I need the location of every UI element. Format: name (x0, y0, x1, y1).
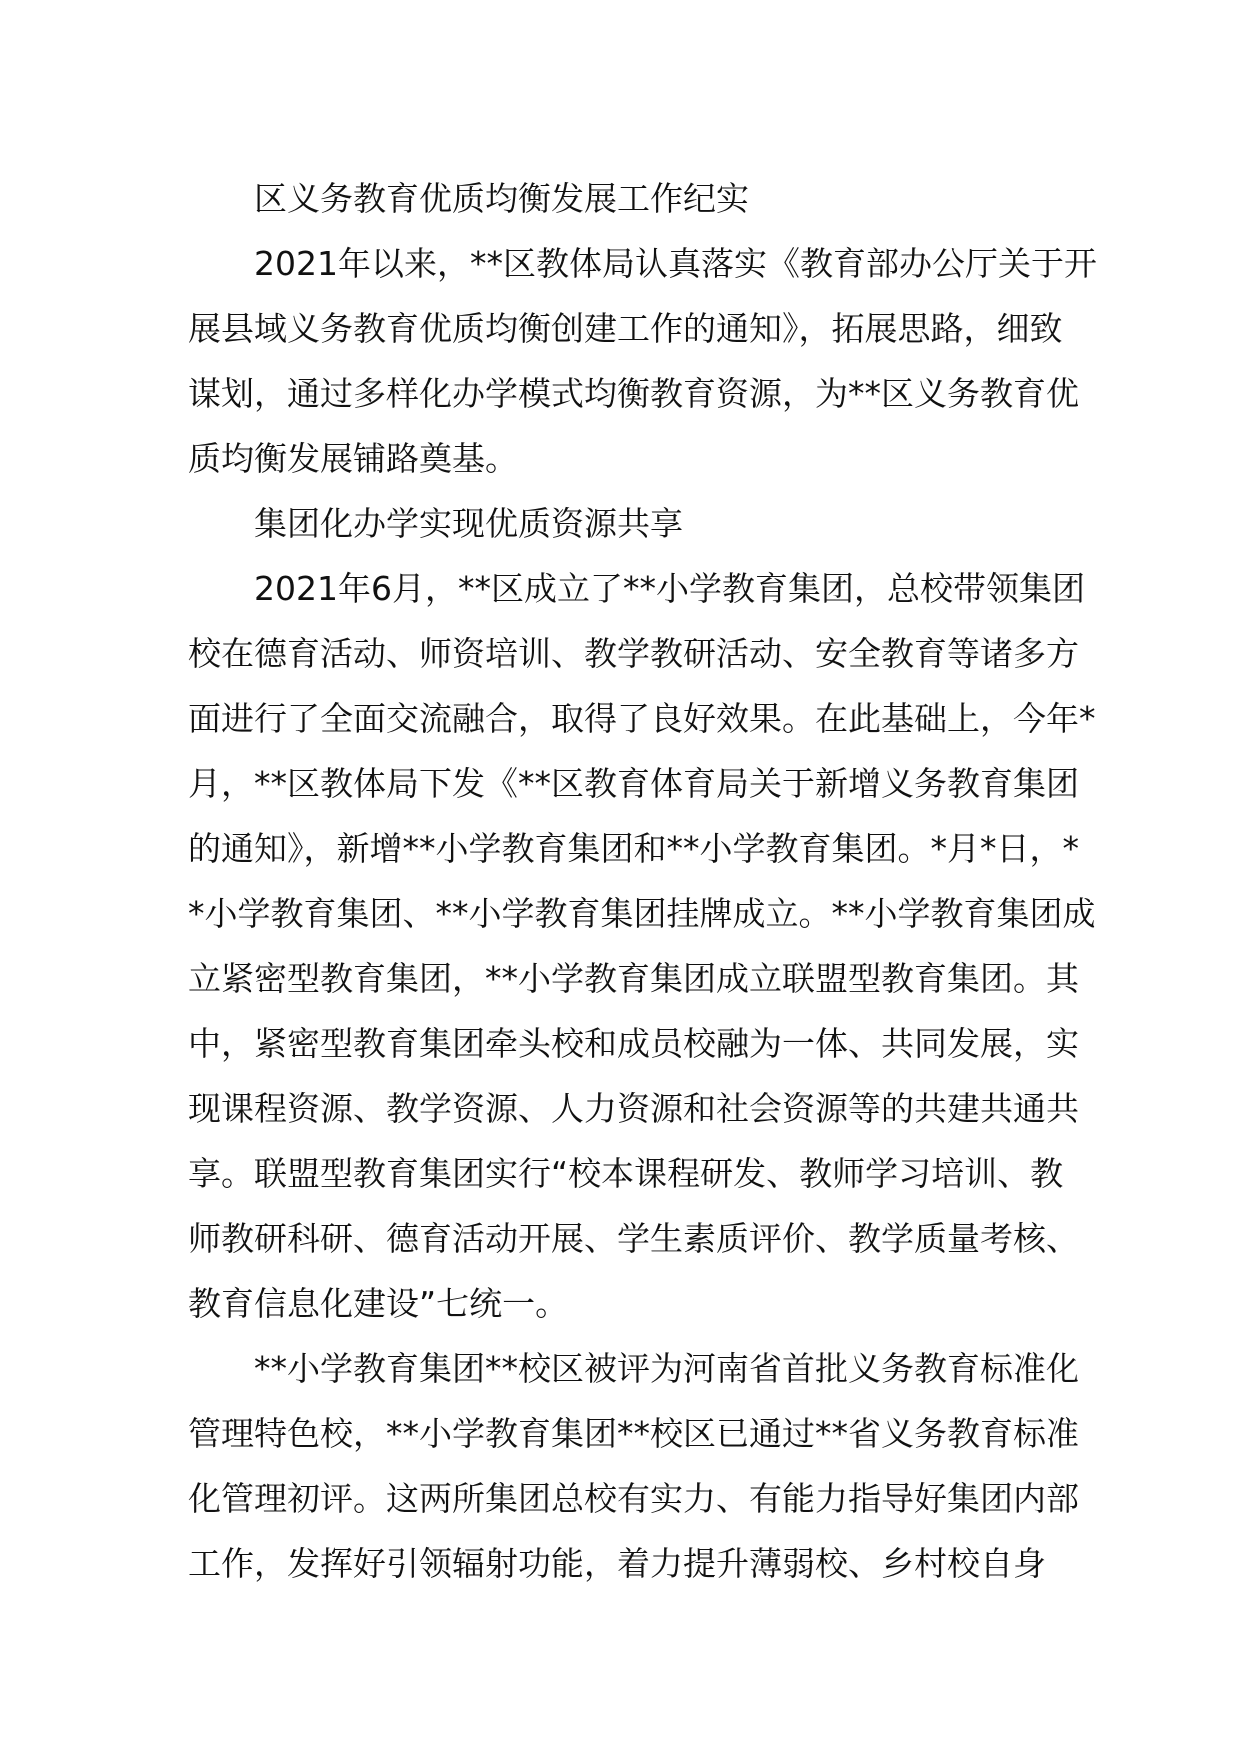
text-line: 师教研科研、德育活动开展、学生素质评价、教学质量考核、 (188, 1219, 1079, 1258)
text-line: *小学教育集团、**小学教育集团挂牌成立。**小学教育集团成 (188, 894, 1096, 933)
text-line: 管理特色校，**小学教育集团**校区已通过**省义务教育标准 (188, 1414, 1079, 1453)
text-line: 谋划，通过多样化办学模式均衡教育资源，为**区义务教育优 (188, 374, 1079, 413)
paragraph-intro (188, 231, 1097, 491)
text-line: 教育信息化建设”七统一。 (188, 1284, 569, 1323)
text-line: 中，紧密型教育集团牵头校和成员校融为一体、共同发展，实 (188, 1024, 1079, 1063)
text-line: 月，**区教体局下发《**区教育体育局关于新增义务教育集团 (188, 764, 1079, 803)
text-line: 现课程资源、教学资源、人力资源和社会资源等的共建共通共 (188, 1089, 1079, 1128)
text-line: 化管理初评。这两所集团总校有实力、有能力指导好集团内部 (188, 1479, 1079, 1518)
text-line: 立紧密型教育集团，**小学教育集团成立联盟型教育集团。其 (188, 959, 1079, 998)
text-line: **小学教育集团**校区被评为河南省首批义务教育标准化 (254, 1349, 1079, 1388)
text-line: 2021年6月，**区成立了**小学教育集团，总校带领集团 (254, 569, 1085, 608)
text-line: 2021年以来，**区教体局认真落实《教育部办公厅关于开 (254, 244, 1097, 283)
text-line: 的通知》，新增**小学教育集团和**小学教育集团。*月*日，* (188, 829, 1079, 868)
text-line: 校在德育活动、师资培训、教学教研活动、安全教育等诸多方 (188, 634, 1079, 673)
text-line: 工作，发挥好引领辐射功能，着力提升薄弱校、乡村校自身 (188, 1544, 1046, 1583)
document-title: 区义务教育优质均衡发展工作纪实 (254, 179, 749, 218)
paragraph-group-schooling (188, 556, 1096, 1336)
text-line: 质均衡发展铺路奠基。 (188, 439, 518, 478)
section-heading: 集团化办学实现优质资源共享 (254, 504, 683, 543)
paragraph-standardization (188, 1336, 1079, 1596)
text-line: 展县域义务教育优质均衡创建工作的通知》，拓展思路，细致 (188, 309, 1063, 348)
document-body (188, 166, 1097, 1596)
text-line: 面进行了全面交流融合，取得了良好效果。在此基础上，今年* (188, 699, 1096, 738)
text-line: 享。联盟型教育集团实行“校本课程研发、教师学习培训、教 (188, 1154, 1064, 1193)
